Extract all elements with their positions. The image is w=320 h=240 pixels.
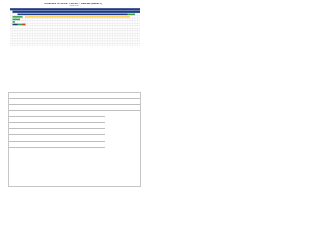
row-divider (9, 116, 105, 117)
gantt-bar (128, 14, 136, 16)
row-divider (9, 134, 105, 135)
gantt-grid (10, 8, 140, 46)
gantt-bar (13, 19, 21, 21)
gantt-bar (13, 16, 23, 18)
gantt-header-band (13, 11, 141, 13)
gantt-bar (18, 24, 23, 26)
gantt-bar (13, 24, 18, 26)
gantt-bar (18, 14, 128, 16)
gantt-marker (23, 24, 26, 26)
report-title: SCHEDULE OF WORK - PROJECT TIMELINE (WEEKLY) (44, 2, 102, 5)
row-divider (9, 128, 105, 129)
gantt-bar (25, 16, 130, 18)
gantt-header-band (10, 8, 140, 10)
info-panel (8, 92, 141, 187)
row-divider (9, 147, 105, 148)
gantt-chart (10, 8, 140, 46)
row-divider (9, 141, 105, 142)
gantt-bar (13, 21, 16, 23)
row-divider (9, 122, 105, 123)
report-subtitle: Tahun 2019 (69, 5, 79, 8)
